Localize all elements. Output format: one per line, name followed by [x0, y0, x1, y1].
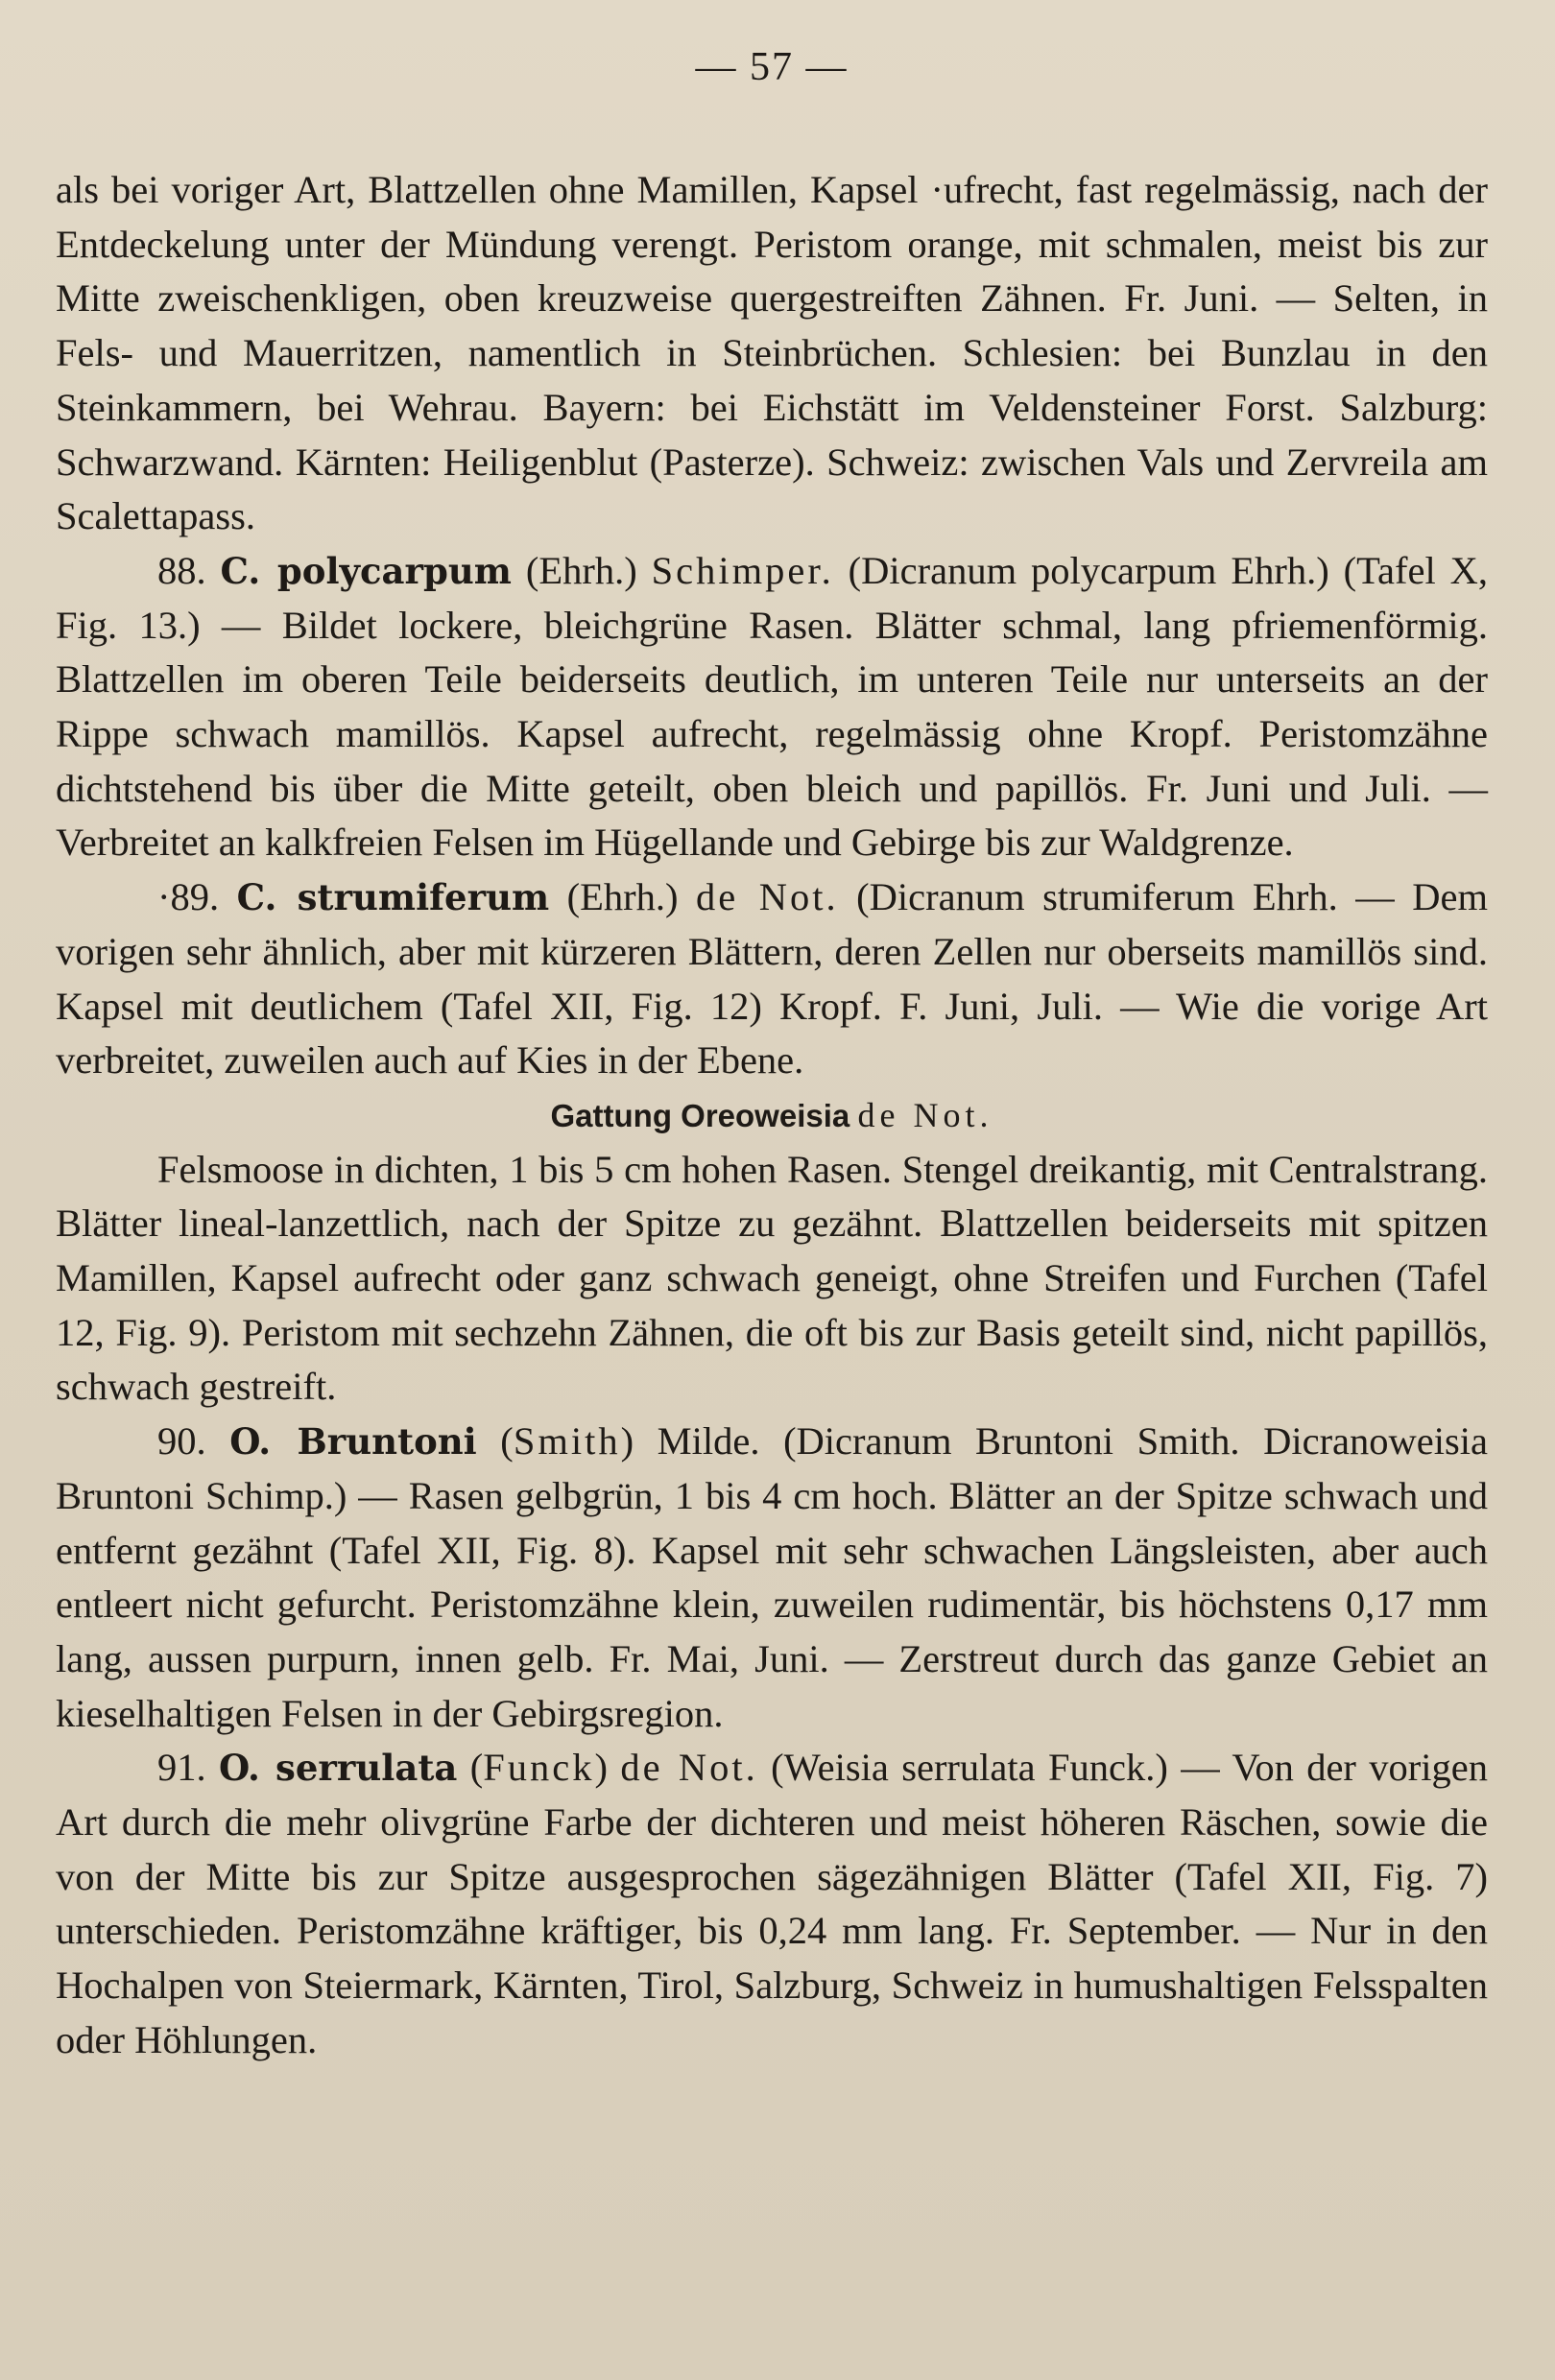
genus-heading	[56, 1088, 1488, 1143]
paragraph	[56, 1415, 1488, 1741]
author-name: Funck	[483, 1746, 595, 1790]
text-run: (Ehrh.)	[511, 548, 652, 592]
text-run: 91.	[157, 1746, 219, 1790]
paragraph	[56, 1143, 1488, 1416]
text-run: Felsmoose in dichten, 1 bis 5 cm hohen Rasen. Stengel dreikantig, mit Centralstrang. Blätter lineal-lanzettlich, nach der Spitze zu gezähnt. Blattzellen beiderseits mit spitzen Mamillen, Kapsel aufrecht oder ganz schwach geneigt, ohne Streifen und Furchen (Tafel 12, Fig. 9). Peristom mit sechzehn Zähnen, die oft bis zur Basis geteilt sind, nicht papillös, schwach gestreift.	[56, 1147, 1488, 1409]
author-name: de Not.	[696, 875, 839, 919]
text-run: (Dicranum strumiferum Ehrh. — Dem vorigen sehr ähnlich, aber mit kürzeren Blättern, deren Zellen nur oberseits mamillös sind. Kapsel mit deutlichem (Tafel XII, Fig. 12) Kropf. F. Juni, Juli. — Wie die vorige Art verbreitet, zuweilen auch auf Kies in der Ebene.	[56, 875, 1488, 1083]
species-name: C. polycarpum	[220, 549, 512, 592]
paragraph	[56, 544, 1488, 870]
text-run: )	[594, 1746, 621, 1790]
text-run: (	[476, 1419, 514, 1464]
text-run: ) Milde. (Dicranum Bruntoni Smith. Dicranoweisia Bruntoni Schimp.) — Rasen gelbgrün, 1 bis 4 cm hoch. Blätter an der Spitze schwach und entfernt gezähnt (Tafel XII, Fig. 8). Kapsel mit sehr schwachen Längsleisten, aber auch entleert nicht gefurcht. Peristomzähne klein, zuweilen rudimentär, bis höchstens 0,17 mm lang, aussen purpurn, innen gelb. Fr. Mai, Juni. — Zerstreut durch das ganze Gebiet an kieselhaltigen Felsen in der Gebirgsregion.	[56, 1419, 1488, 1735]
text-run: (Dicranum polycarpum Ehrh.) (Tafel X, Fig. 13.) — Bildet lockere, bleichgrüne Rasen. Blätter schmal, lang pfriemenförmig. Blattzellen im oberen Teile beiderseits deutlich, im unteren Teile nur unterseits an der Rippe schwach mamillös. Kapsel aufrecht, regelmässig ohne Kropf. Peristomzähne dichtstehend bis über die Mitte geteilt, oben bleich und papillös. Fr. Juni und Juli. — Verbreitet an kalkfreien Felsen im Hügellande und Gebirge bis zur Waldgrenze.	[56, 548, 1488, 865]
page-body	[56, 163, 1488, 2068]
species-name: O. serrulata	[218, 1747, 458, 1790]
text-run: als bei voriger Art, Blattzellen ohne Mamillen, Kapsel ·ufrecht, fast regelmässig, nach der Entdeckelung unter der Mündung verengt. Peristom orange, mit schmalen, meist bis zur Mitte zweischenkligen, oben kreuzweise quergestreiften Zähnen. Fr. Juni. — Selten, in Fels- und Mauerritzen, namentlich in Steinbrüchen. Schlesien: bei Bunzlau in den Steinkammern, bei Wehrau. Bayern: bei Eichstätt im Veldensteiner Forst. Salzburg: Schwarzwand. Kärnten: Heiligenblut (Pasterze). Schweiz: zwischen Vals und Zervreila am Scalettapass.	[56, 168, 1488, 538]
genus-author: de Not.	[857, 1095, 993, 1134]
paragraph	[56, 870, 1488, 1088]
species-name: C. strumiferum	[236, 876, 550, 919]
text-run: (	[457, 1746, 484, 1790]
paragraph	[56, 163, 1488, 544]
author-name: Schimper.	[651, 548, 834, 592]
text-run: ·89.	[157, 875, 237, 919]
text-run: 88.	[157, 548, 221, 592]
paragraph	[56, 1741, 1488, 2067]
species-name: O. Bruntoni	[229, 1420, 477, 1464]
text-run: (Ehrh.)	[549, 875, 696, 919]
author-name: Smith	[513, 1419, 621, 1464]
text-run: (Weisia serrulata Funck.) — Von der vorigen Art durch die mehr olivgrüne Farbe der dichteren und meist höheren Räschen, sowie die von der Mitte bis zur Spitze ausgesprochen sägezähnigen Blätter (Tafel XII, Fig. 7) unterschieden. Peristomzähne kräftiger, bis 0,24 mm lang. Fr. September. — Nur in den Hochalpen von Steiermark, Kärnten, Tirol, Salzburg, Schweiz in humushaltigen Felsspalten oder Höhlungen.	[56, 1746, 1488, 2061]
genus-name: Gattung Oreoweisia	[550, 1097, 850, 1133]
author-name: de Not.	[620, 1746, 758, 1790]
page-number: — 57 —	[695, 45, 849, 89]
text-run: 90.	[157, 1419, 230, 1464]
